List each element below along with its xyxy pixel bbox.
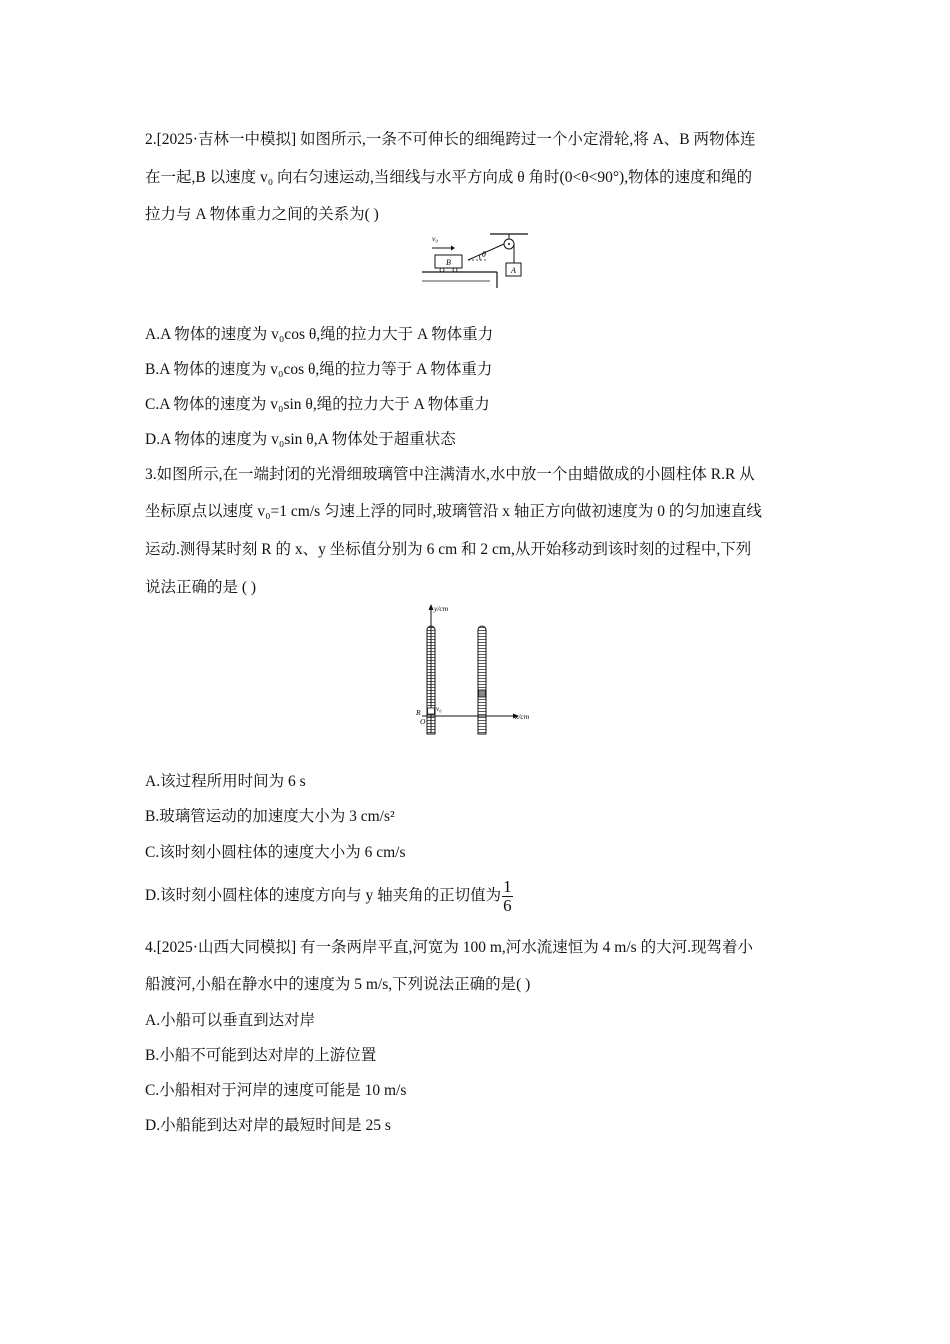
q3-option-c: C.该时刻小圆柱体的速度大小为 6 cm/s bbox=[145, 844, 406, 861]
cylinder-r bbox=[428, 708, 435, 714]
q2-option-d: D.A 物体的速度为 v₀sin θ,A 物体处于超重状态 bbox=[145, 431, 456, 448]
q2-option-b: B.A 物体的速度为 v₀cos θ,绳的拉力等于 A 物体重力 bbox=[145, 361, 493, 378]
pulley-figure bbox=[418, 228, 534, 290]
arrow-right-icon bbox=[451, 246, 455, 251]
tube-right bbox=[478, 626, 486, 734]
fraction bbox=[502, 878, 513, 915]
cylinder-r-moved bbox=[479, 690, 486, 697]
q4-option-c: C.小船相对于河岸的速度可能是 10 m/s bbox=[145, 1082, 407, 1099]
q2-option-a: A.A 物体的速度为 v₀cos θ,绳的拉力大于 A 物体重力 bbox=[145, 326, 494, 343]
q3-option-b: B.玻璃管运动的加速度大小为 3 cm/s² bbox=[145, 808, 395, 825]
glass-tube-figure bbox=[410, 600, 540, 740]
theta-label: θ bbox=[482, 250, 486, 259]
tube-left bbox=[427, 626, 435, 734]
q3-stem-line-2: 坐标原点以速度 v₀=1 cm/s 匀速上浮的同时,玻璃管沿 x 轴正方向做初速度为 0 的匀加速直线 bbox=[145, 503, 762, 520]
q4-option-a: A.小船可以垂直到达对岸 bbox=[145, 1012, 316, 1029]
q2-stem-line-3: 拉力与 A 物体重力之间的关系为( ) bbox=[145, 206, 379, 223]
q2-option-c: C.A 物体的速度为 v₀sin θ,绳的拉力大于 A 物体重力 bbox=[145, 396, 490, 413]
y-axis-label: y/cm bbox=[434, 604, 449, 613]
q3-stem-line-1: 3.如图所示,在一端封闭的光滑细玻璃管中注满清水,水中放一个由蜡做成的小圆柱体 R.R 从 bbox=[145, 466, 755, 483]
fraction-denominator: 6 bbox=[503, 896, 512, 915]
r-label: R bbox=[416, 708, 421, 717]
block-a-label: A bbox=[511, 266, 516, 275]
x-axis-label: x/cm bbox=[515, 712, 530, 721]
velocity-label: v₀ bbox=[432, 234, 438, 243]
q2-stem-line-2: 在一起,B 以速度 v₀ 向右匀速运动,当细线与水平方向成 θ 角时(0<θ<90°),物体的速度和绳的 bbox=[145, 169, 753, 186]
q3-stem-line-3: 运动.测得某时刻 R 的 x、y 坐标值分别为 6 cm 和 2 cm,从开始移动到该时刻的过程中,下列 bbox=[145, 541, 752, 558]
velocity-label: v₀ bbox=[436, 705, 442, 713]
q2-stem-line-1: 2.[2025·吉林一中模拟] 如图所示,一条不可伸长的细绳跨过一个小定滑轮,将 A、B 两物体连 bbox=[145, 131, 756, 148]
q3-option-d bbox=[145, 878, 513, 915]
q4-option-b: B.小船不可能到达对岸的上游位置 bbox=[145, 1047, 377, 1064]
block-b-label: B bbox=[446, 258, 451, 267]
q4-option-d: D.小船能到达对岸的最短时间是 25 s bbox=[145, 1117, 391, 1134]
fraction-numerator: 1 bbox=[503, 877, 512, 896]
origin-label: O bbox=[420, 717, 426, 726]
q3-option-d-text: D.该时刻小圆柱体的速度方向与 y 轴夹角的正切值为 bbox=[145, 887, 502, 905]
q4-stem-line-1: 4.[2025·山西大同模拟] 有一条两岸平直,河宽为 100 m,河水流速恒为 4 m/s 的大河.现驾着小 bbox=[145, 939, 753, 956]
q3-stem-line-4: 说法正确的是 ( ) bbox=[145, 579, 257, 596]
arrow-up-icon bbox=[429, 604, 434, 610]
q4-stem-line-2: 船渡河,小船在静水中的速度为 5 m/s,下列说法正确的是( ) bbox=[145, 976, 531, 993]
q3-option-a: A.该过程所用时间为 6 s bbox=[145, 773, 306, 790]
